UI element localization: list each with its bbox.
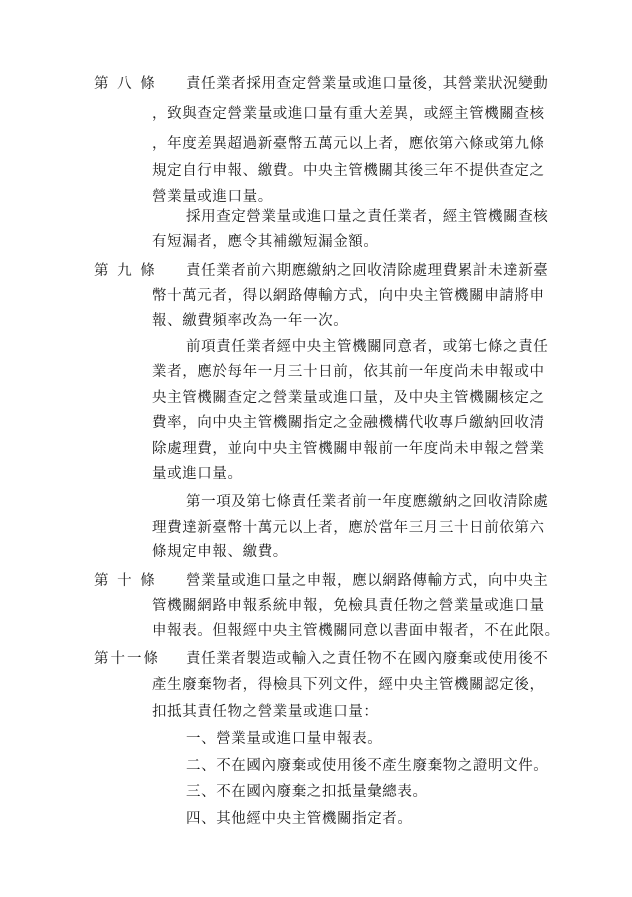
- text-line: 營業量或進口量之申報，應以網路傳輸方式，向中央主: [186, 573, 549, 589]
- text-line: 幣十萬元者，得以網路傳輸方式，向中央主管機關申請將申: [152, 288, 545, 304]
- text-line: 責任業者前六期應繳納之回收清除處理費累計未達新臺: [186, 263, 549, 279]
- text-line: 營業量或進口量。: [152, 189, 273, 205]
- text-line: 扣抵其責任物之營業量或進口量：: [152, 704, 379, 720]
- text-line: ，致與查定營業量或進口量有重大差異，或經主管機關查核: [152, 106, 545, 122]
- text-line: 採用查定營業量或進口量之責任業者，經主管機關查核: [186, 209, 549, 225]
- text-line: 責任業者製造或輸入之責任物不在國內廢棄或使用後不: [186, 651, 549, 667]
- text-line: 第一項及第七條責任業者前一年度應繳納之回收清除處: [186, 494, 549, 510]
- article-label: 第 十 條: [94, 573, 157, 589]
- text-line: 條規定申報、繳費。: [152, 544, 288, 560]
- list-item: 四、其他經中央主管機關指定者。: [186, 811, 413, 827]
- text-line: 央主管機關查定之營業量或進口量，及中央主管機關核定之: [152, 390, 545, 406]
- text-line: 業者，應於每年一月三十日前，依其前一年度尚未申報或中: [152, 364, 545, 380]
- article-label: 第 八 條: [94, 76, 157, 92]
- text-line: 產生廢棄物者，得檢具下列文件，經中央主管機關認定後，: [152, 677, 545, 693]
- text-line: 量或進口量。: [152, 466, 243, 482]
- text-line: 有短漏者，應令其補繳短漏金額。: [152, 234, 379, 250]
- text-line: 理費達新臺幣十萬元以上者，應於當年三月三十日前依第六: [152, 520, 545, 536]
- text-line: 申報表。但報經中央主管機關同意以書面申報者，不在此限。: [152, 623, 560, 639]
- text-line: 前項責任業者經中央主管機關同意者，或第七條之責任: [186, 339, 549, 355]
- text-line: 責任業者採用查定營業量或進口量後，其營業狀況變動: [186, 76, 549, 92]
- text-line: 管機關網路申報系統申報，免檢具責任物之營業量或進口量: [152, 598, 545, 614]
- list-item: 二、不在國內廢棄或使用後不產生廢棄物之證明文件。: [186, 758, 549, 774]
- list-item: 一、營業量或進口量申報表。: [186, 731, 383, 747]
- text-line: ，年度差異超過新臺幣五萬元以上者，應依第六條或第九條: [152, 136, 545, 152]
- text-line: 報、繳費頻率改為一年一次。: [152, 313, 349, 329]
- article-label: 第十一條: [94, 651, 160, 667]
- list-item: 三、不在國內廢棄之扣抵量彙總表。: [186, 784, 428, 800]
- text-line: 規定自行申報、繳費。中央主管機關其後三年不提供查定之: [152, 163, 545, 179]
- text-line: 除處理費，並向中央主管機關申報前一年度尚未申報之營業: [152, 441, 545, 457]
- article-label: 第 九 條: [94, 263, 157, 279]
- text-line: 費率，向中央主管機關指定之金融機構代收專戶繳納回收清: [152, 415, 545, 431]
